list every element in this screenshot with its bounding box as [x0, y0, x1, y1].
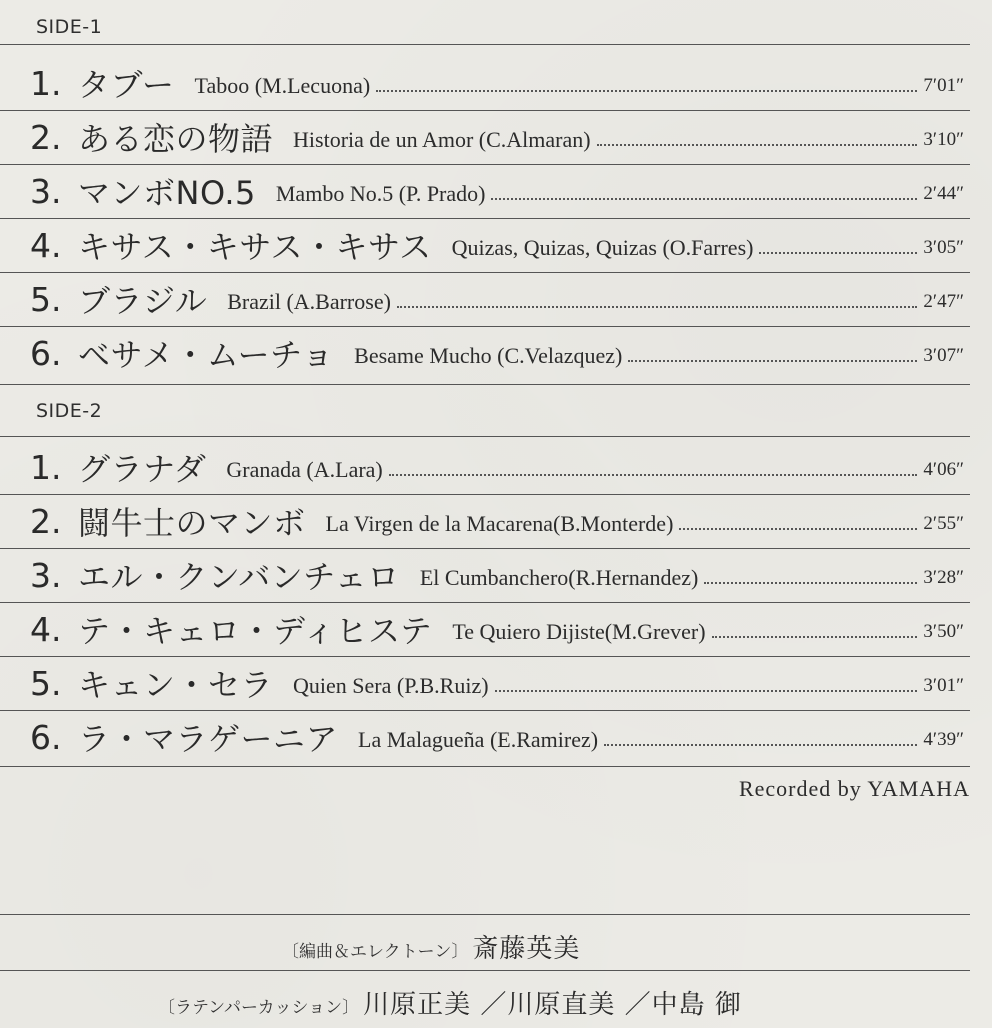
- dot-leader: [679, 528, 917, 530]
- track-number: 5.: [30, 663, 62, 703]
- track-title-japanese: タブー: [78, 66, 175, 104]
- track-duration: 3′28″: [923, 567, 964, 588]
- track-row: [0, 494, 970, 548]
- track-number: 3.: [30, 171, 62, 211]
- dot-leader: [397, 306, 918, 308]
- track-title-original: La Malagueña (E.Ramirez): [358, 727, 599, 752]
- track-title-japanese: テ・キェロ・ディヒステ: [78, 612, 433, 650]
- divider-line: [0, 970, 970, 971]
- track-title-japanese: ベサメ・ムーチョ: [78, 336, 335, 374]
- track-number: 1.: [30, 447, 62, 487]
- track-title-japanese: キサス・キサス・キサス: [78, 228, 432, 266]
- track-title-original: Brazil (A.Barrose): [227, 289, 391, 314]
- track-row: [0, 110, 970, 164]
- dot-leader: [704, 582, 917, 584]
- arrangement-credit: [282, 928, 580, 965]
- track-duration: 2′44″: [923, 183, 964, 204]
- track-title-original: Historia de un Amor (C.Almaran): [293, 127, 591, 152]
- side-2-header: SIDE-2: [36, 400, 103, 422]
- track-number: 2.: [30, 501, 62, 541]
- track-number: 6.: [30, 333, 62, 373]
- track-title-original: Taboo (M.Lecuona): [194, 73, 371, 98]
- divider-line: [0, 436, 970, 437]
- dot-leader: [597, 144, 918, 146]
- track-duration: 4′06″: [923, 459, 964, 480]
- track-title-original: Quien Sera (P.B.Ruiz): [293, 673, 489, 698]
- track-duration: 2′47″: [923, 291, 964, 312]
- divider-line: [0, 914, 970, 915]
- dot-leader: [491, 198, 917, 200]
- dot-leader: [376, 90, 917, 92]
- track-row: [0, 440, 970, 494]
- track-title-japanese: ブラジル: [78, 282, 208, 320]
- track-title-original: Quizas, Quizas, Quizas (O.Farres): [451, 235, 754, 260]
- side-1-header: SIDE-1: [36, 16, 103, 38]
- track-title-original: Mambo No.5 (P. Prado): [275, 181, 486, 206]
- track-number: 3.: [30, 555, 62, 595]
- track-number: 1.: [30, 63, 62, 103]
- track-duration: 3′01″: [923, 675, 964, 696]
- track-title-japanese: キェン・セラ: [78, 666, 274, 704]
- track-row: [0, 326, 970, 380]
- dot-leader: [712, 636, 918, 638]
- track-row: [0, 56, 970, 110]
- dot-leader: [495, 690, 918, 692]
- divider-line: [0, 44, 970, 45]
- track-title-japanese: エル・クンバンチェロ: [78, 558, 400, 596]
- track-number: 2.: [30, 117, 62, 157]
- track-number: 6.: [30, 717, 62, 757]
- track-duration: 3′05″: [923, 237, 964, 258]
- track-row: [0, 710, 970, 764]
- divider-line: [0, 766, 970, 767]
- track-number: 5.: [30, 279, 62, 319]
- track-title-original: Granada (A.Lara): [226, 457, 383, 482]
- track-title-japanese: ある恋の物語: [78, 120, 274, 158]
- track-title-original: Te Quiero Dijiste(M.Grever): [452, 619, 706, 644]
- track-number: 4.: [30, 225, 62, 265]
- track-duration: 3′07″: [923, 345, 964, 366]
- dot-leader: [389, 474, 918, 476]
- track-duration: 3′50″: [923, 621, 964, 642]
- track-row: [0, 272, 970, 326]
- dot-leader: [604, 744, 917, 746]
- track-duration: 3′10″: [923, 129, 964, 150]
- credit-names: 斎藤英美: [472, 934, 581, 964]
- track-title-japanese: ラ・マラゲーニア: [78, 720, 339, 758]
- track-title-japanese: マンボNO.5: [78, 174, 256, 212]
- track-title-original: La Virgen de la Macarena(B.Monterde): [325, 511, 674, 536]
- track-row: [0, 164, 970, 218]
- track-row: [0, 656, 970, 710]
- track-title-japanese: グラナダ: [78, 450, 207, 488]
- track-number: 4.: [30, 609, 62, 649]
- dot-leader: [759, 252, 917, 254]
- track-duration: 7′01″: [923, 75, 964, 96]
- track-title-original: Besame Mucho (C.Velazquez): [354, 343, 623, 368]
- credit-names: 川原正美 ／川原直美 ／中島 御: [363, 990, 742, 1020]
- track-row: [0, 602, 970, 656]
- track-row: [0, 548, 970, 602]
- credit-role: 〔ラテンパーカッション〕: [158, 998, 360, 1018]
- track-title-original: El Cumbanchero(R.Hernandez): [419, 565, 699, 590]
- track-row: [0, 218, 970, 272]
- track-duration: 2′55″: [923, 513, 964, 534]
- percussion-credit: [158, 984, 742, 1021]
- credit-role: 〔編曲＆エレクトーン〕: [282, 942, 469, 962]
- track-duration: 4′39″: [923, 729, 964, 750]
- recorded-by-label: Recorded by YAMAHA: [738, 776, 970, 801]
- divider-line: [0, 384, 970, 385]
- track-title-japanese: 闘牛士のマンボ: [78, 504, 306, 542]
- dot-leader: [628, 360, 917, 362]
